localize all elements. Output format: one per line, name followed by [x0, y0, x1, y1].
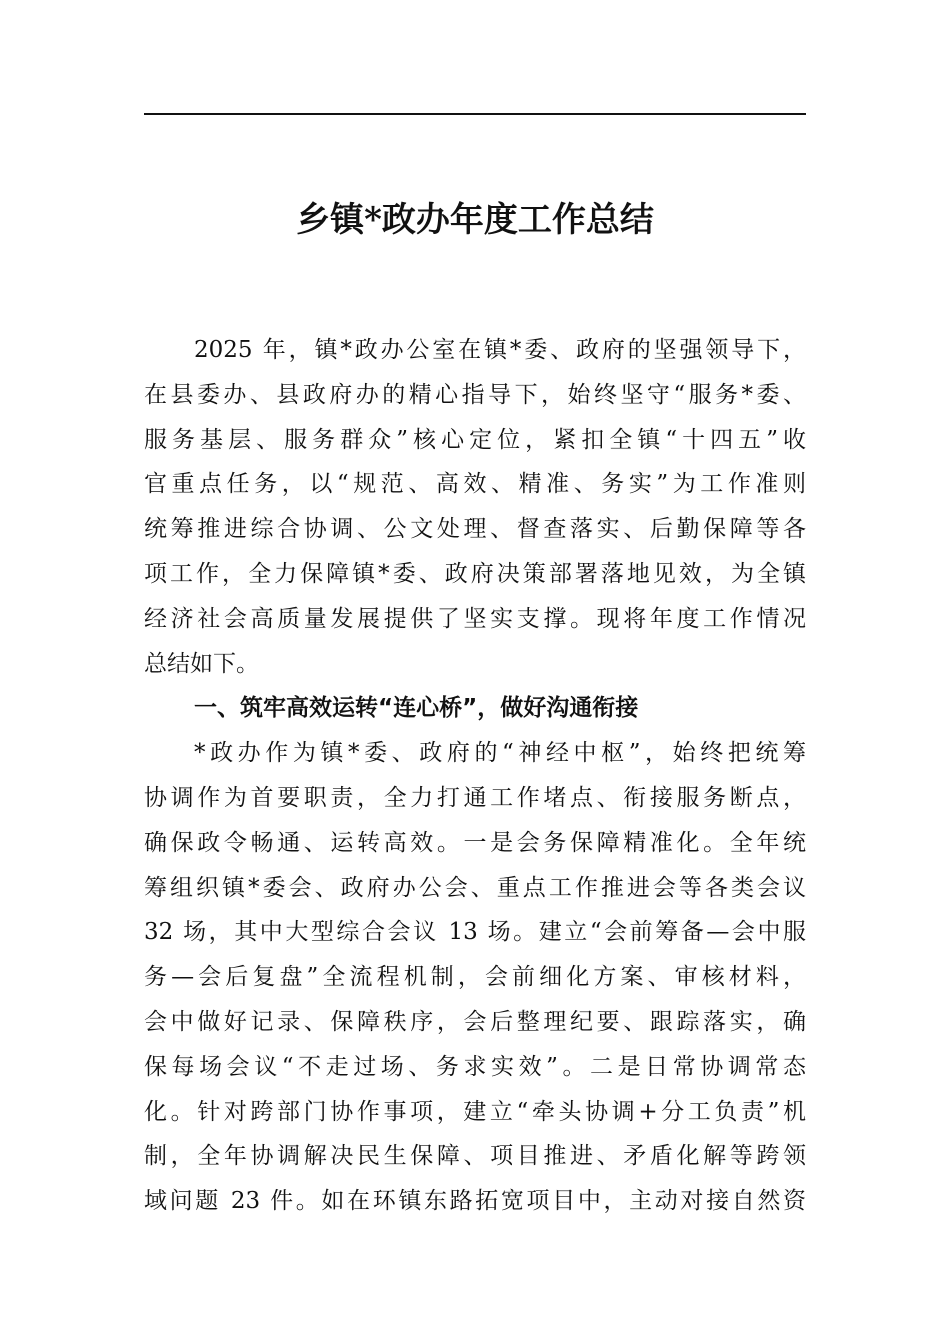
document-title: 乡镇*政办年度工作总结 [296, 200, 654, 240]
intro-line: 服务基层、服务群众”核心定位，紧扣全镇“十四五”收 [144, 426, 806, 453]
intro-line: 经济社会高质量发展提供了坚实支撑。现将年度工作情况 [144, 605, 806, 632]
section-line: 务—会后复盘”全流程机制，会前细化方案、审核材料， [144, 964, 806, 991]
section-heading: 一、筑牢高效运转“连心桥”，做好沟通衔接 [194, 695, 639, 722]
section-line: 域问题 23 件。如在环镇东路拓宽项目中，主动对接自然资 [144, 1188, 806, 1215]
section-line: 确保政令畅通、运转高效。一是会务保障精准化。全年统 [144, 829, 806, 856]
header-rule [144, 113, 806, 115]
intro-line: 官重点任务，以“规范、高效、精准、务实”为工作准则 [144, 471, 806, 498]
section-line: 筹组织镇*委会、政府办公会、重点工作推进会等各类会议 [144, 874, 806, 901]
section-line: 制，全年协调解决民生保障、项目推进、矛盾化解等跨领 [144, 1143, 806, 1170]
intro-line: 在县委办、县政府办的精心指导下，始终坚守“服务*委、 [144, 381, 806, 408]
document-body [144, 328, 806, 1224]
section-line: 32 场，其中大型综合会议 13 场。建立“会前筹备—会中服 [144, 919, 806, 946]
intro-line: 总结如下。 [144, 650, 259, 677]
intro-line: 2025 年，镇*政办公室在镇*委、政府的坚强领导下， [194, 337, 806, 363]
section-line: 化。针对跨部门协作事项，建立“牵头协调+分工负责”机 [144, 1098, 806, 1125]
intro-line: 统筹推进综合协调、公文处理、督查落实、后勤保障等各 [144, 516, 806, 543]
section-line: 协调作为首要职责，全力打通工作堵点、衔接服务断点， [144, 784, 806, 811]
section-line: *政办作为镇*委、政府的“神经中枢”，始终把统筹 [194, 740, 806, 767]
intro-line: 项工作，全力保障镇*委、政府决策部署落地见效，为全镇 [144, 560, 806, 587]
section-line: 会中做好记录、保障秩序，会后整理纪要、跟踪落实，确 [144, 1008, 806, 1035]
section-line: 保每场会议“不走过场、务求实效”。二是日常协调常态 [144, 1053, 806, 1080]
